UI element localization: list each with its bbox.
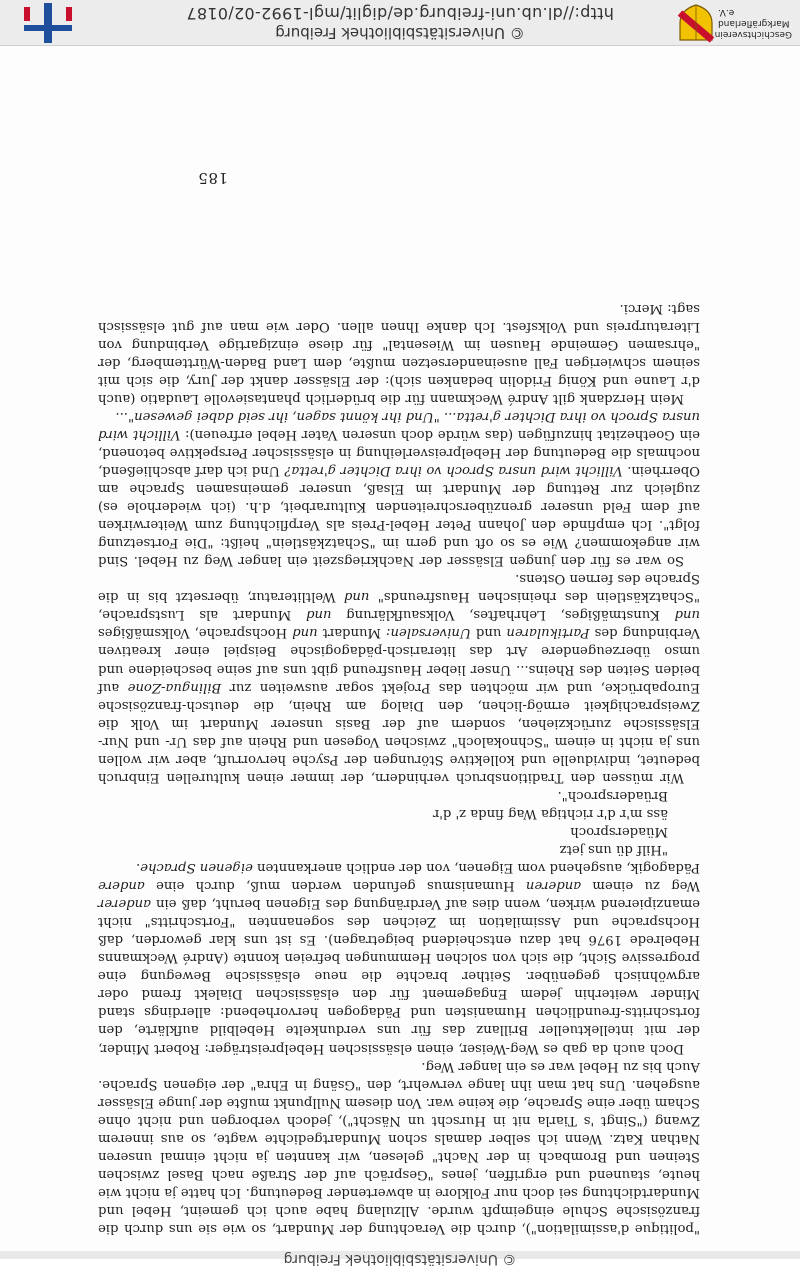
text-run: Doch auch da gab es Weg-Weiser, einen elsässischen Hebelpreisträger: Robert Minder, der mit intellektueller Brillanz das für uns verdunkelte Hebelbild aufklärte, den fortschritts-freundlichen Humanisten und Pädagogen hervorhebend: allerdings stand Minder weiterhin jedem Engagement für den elsässischen Dialekt fremd oder argwöhnisch gegenüber. Seither brachte die neue elsässische Bewegung eine progressive Sicht, die sich von solchen Hemmungen befreien konnte (André Weckmanns Hebelrede 1976 hat dazu entscheidend beigetragen). Es ist uns klar geworden, daß Hochsprache und Assimilation im Zeichen des sogenannten "Fortschritts" nicht emanzipierend wirken, wenn dies auf Verdrängung des Eigenen beruht, daß ein	[98, 896, 700, 1056]
text-run: Humanismus gefunden werden muß, durch eine	[144, 878, 526, 894]
italic-text: und	[292, 625, 318, 641]
dialect-verse	[98, 786, 668, 858]
text-run: auf beiden Seiten des Rheins... Unser lieber Hausfreund gibt uns auf seine bescheidene und umso überzeugendere Art das literarisch-pädagogische Beispiel einer kreativen Verbindung des	[98, 625, 700, 695]
text-run: So war es für den jungen Elsässer der Nachkriegszeit ein langer Weg zu Hebel. Sind wir angekommen? Wie es so oft und gern im "Schatzkästlein" heißt: "Die Fortsetzung folgt". Ich empfinde den Johann Peter Hebel-Preis als Verpflichtung zum Weiterwirken auf dem Feld unserer grenzüberschreitenden Kulturarbeit, d.h. (ich wiederhole es) zugleich zur Rettung der Mundart im Elsaß, unserer gemeinsamen Sprache am Oberrhein.	[98, 463, 700, 569]
italic-text: anderer	[98, 896, 152, 912]
text-run: Kunstmäßiges, Lehrhaftes, Volksaufklärung	[331, 607, 675, 623]
text-run: Mein Herzdank gilt André Weckmann für die brüderlich phantasievolle Laudatio (auch d'r Laune und König Fridolin bedanken sich): der Elsässer dankt der Jury, die sich mit seinem schwierigen Fall auseinandersetzen mußte, dem Land Baden-Württemberg, der "ehrsamen Gemeinde Hausen im Wiesental" für diese einzigartige Verbindung von Literaturpreis und Volksfest. Ich danke Ihnen allen. Oder wie man auf gut elsässisch sagt: Merci.	[98, 300, 700, 406]
paragraph-4	[98, 407, 700, 569]
text-run: Mundart	[317, 625, 386, 641]
verse-line: äss m'r d'r richtiga Wag finda z' d'r	[432, 805, 668, 821]
paragraph-3	[98, 569, 700, 786]
italic-text: eigenen Sprache.	[136, 860, 253, 876]
text-run: Und ich darf abschließend, nochmals die Bedeutung der Hebelpreisverleihung in elsässischer Perspektive betonend, ein Goethezitat hinzufügen (das würde doch unseren Vater Hebel erfreuen):	[97, 426, 700, 479]
italic-text: und	[343, 589, 370, 605]
italic-text: Villicht wird unsra Sproch vo ihra Dichter g'retta... "Und ihr könnt sagen, ihr seid dabei gewesen"...	[98, 408, 700, 442]
paragraph-1	[98, 1057, 700, 1237]
paragraph-2	[98, 858, 700, 1057]
page-number: 185	[197, 169, 228, 187]
text-run: Weltliteratur, übersetzt bis in die Sprache des fernen Ostens.	[98, 571, 700, 605]
verse-line: Müadersproch	[570, 823, 668, 839]
italic-text: Universalen:	[386, 625, 471, 641]
text-run: Hochsprache, Volksmäßiges	[97, 625, 293, 641]
italic-text: Bilingua-Zone	[127, 679, 222, 695]
ub-logo-icon[interactable]	[18, 3, 78, 43]
italic-text: andere	[98, 878, 145, 894]
italic-text: und	[674, 607, 700, 623]
footer-copyright: © Universitätsbibliothek Freiburg	[275, 24, 525, 42]
text-run: und	[470, 625, 507, 641]
italic-text: Villicht wird unsra Sproch vo ihra Dichter g'retta?	[284, 463, 623, 479]
italic-text: Partikularen	[506, 625, 590, 641]
text-run: Wir müssen den Traditionsbruch verhindern, der immer einen kulturellen Einbruch bedeutet, individuelle und kollektive Störungen der Psyche hervorruft, aber wir wollen uns ja nicht in einem "Schnokaloch" zwischen Vogesen und Rhein auf das Ur- und Nur- Elsässische zurückziehen, sondern auf der Basis unserer Mundart im Volk die Zweisprachigkeit ermög-lichen, den Dialog am Rhein, die deutsch-französische Europabrücke, und wir möchten das Projekt sogar ausweiten zur	[98, 679, 700, 785]
header-copyright: © Universitätsbibliothek Freiburg	[283, 1251, 517, 1267]
italic-text: und	[306, 607, 332, 623]
text-run: "politique d'assimilation"), durch die Verachtung der Mundart, so wie sie uns durch die französische Schule eingeimpft wurde. Allzulang habe auch ich gemeint, Hebel und Mundartdichtung sei doch nur Folklore in abwertender Bedeutung. Ich hatte ja nicht wie heute, staunend und ergriffen, jenes "Gespräch auf der Straße nach Basel zwischen Steinen und Brombach in der Nacht" gelesen, wir kannten ja nicht einmal unseren Nathan Katz. Wenn ich selber damals schon Mundartgedichte wagte, so aus innerem Zwang ("Singt 's Tiarla nit in Hurscht un Näscht"), jedoch verborgen und nicht ohne Scham über eine Sprache, die keine war. Von diesem Nullpunkt mußte der junge Elsässer ausgehen. Uns hat man ihn lange verwehrt, den "Gsäng in Ehra" der eigenen Sprache. Auch bis zu Hebel war es ein langer Weg.	[98, 1058, 700, 1236]
paragraph-5	[98, 299, 700, 407]
footer-url-link[interactable]: http://dl.ub.uni-freiburg.de/diglit/mgl-1992-02/0187	[186, 4, 614, 23]
italic-text: anderen	[525, 878, 582, 894]
verse-line: Brüadersproch".	[557, 787, 668, 803]
text-run: Weg zu einem	[581, 878, 700, 894]
verse-line: "Hilf dü uns jetz	[559, 842, 668, 858]
text-run: Mundart als Lustsprache, "Schatzkästlein des rheinischen Hausfreunds"	[98, 589, 700, 623]
text-run: Pädagogik, ausgehend vom Eigenen, von der endlich anerkannten	[252, 860, 700, 876]
crest-label: Geschichtsverein Markgräflerland e.V.	[714, 7, 792, 39]
body-text	[98, 299, 700, 1237]
